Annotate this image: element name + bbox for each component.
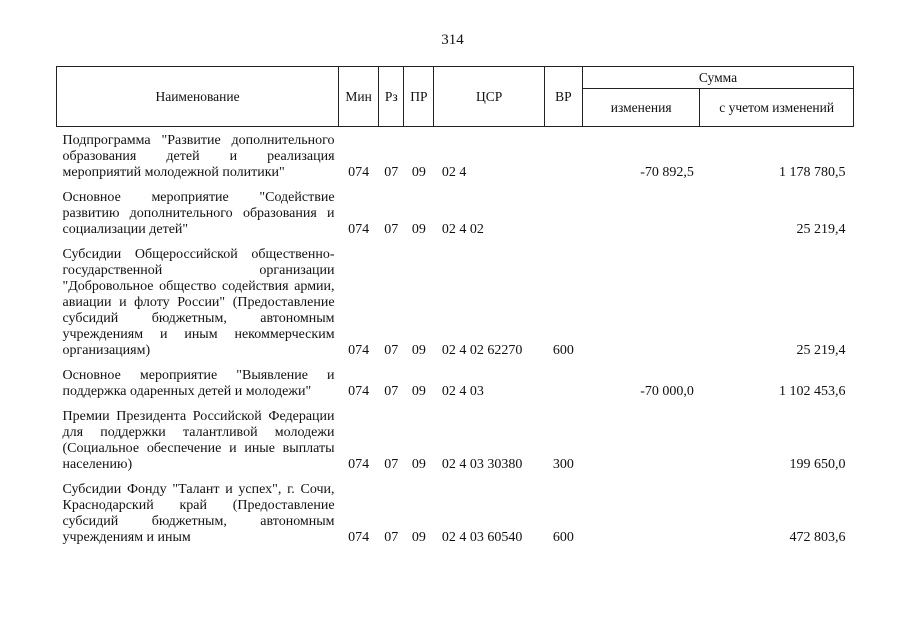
row-change: [582, 181, 699, 238]
row-change: -70 892,5: [640, 165, 694, 180]
row-csr: 02 4 02: [441, 222, 484, 237]
row-name: Основное мероприятие "Содействие развитию дополнительного образования и социализации детей": [62, 190, 335, 237]
row-min: 074: [348, 165, 370, 180]
row-min: 074: [348, 384, 370, 399]
table-row: [57, 238, 854, 359]
row-total: 1 178 780,5: [779, 165, 846, 180]
row-csr: 02 4 03 30380: [441, 457, 523, 472]
row-rz: 07: [384, 165, 399, 180]
row-vr: [544, 359, 582, 400]
row-name: Субсидии Общероссийской общественно-государственной организации "Добровольное общество содействия армии, авиации и флоту России" (Предоставление субсидий бюджетным, автономным учреждениям и иным некоммерческим организациям): [62, 247, 335, 358]
header-changes: изменения: [582, 89, 699, 127]
budget-table: [56, 66, 854, 546]
row-change: [582, 400, 699, 473]
header-with-changes: с учетом изменений: [700, 89, 854, 127]
row-total: 25 219,4: [796, 222, 846, 237]
row-total: 25 219,4: [796, 343, 846, 358]
row-csr: 02 4 03 60540: [441, 530, 523, 545]
row-change: [582, 238, 699, 359]
row-pr: 09: [411, 222, 426, 237]
row-vr: [544, 127, 582, 182]
row-vr: 300: [552, 457, 574, 472]
row-vr: 600: [552, 343, 574, 358]
row-pr: 09: [411, 343, 426, 358]
header-csr: ЦСР: [434, 67, 544, 127]
row-csr: 02 4: [441, 165, 467, 180]
table-body: [57, 127, 854, 547]
row-pr: 09: [411, 457, 426, 472]
header-vr: ВР: [544, 67, 582, 127]
row-min: 074: [348, 222, 370, 237]
row-name: Основное мероприятие "Выявление и поддержка одаренных детей и молодежи": [62, 368, 335, 399]
table-row: [57, 400, 854, 473]
header-min: Мин: [339, 67, 379, 127]
table-row: [57, 127, 854, 182]
row-pr: 09: [411, 530, 426, 545]
row-min: 074: [348, 530, 370, 545]
row-rz: 07: [384, 384, 399, 399]
header-sum: Сумма: [582, 67, 853, 89]
row-rz: 07: [384, 457, 399, 472]
row-vr: [544, 181, 582, 238]
row-name: Субсидии Фонду "Талант и успех", г. Сочи, Краснодарский край (Предоставление субсидий бюджетным, автономным учреждениям и иным: [62, 482, 335, 545]
row-name: Подпрограмма "Развитие дополнительного образования детей и реализация мероприятий молодежной политики": [62, 133, 335, 180]
row-rz: 07: [384, 530, 399, 545]
row-total: 1 102 453,6: [779, 384, 846, 399]
row-rz: 07: [384, 222, 399, 237]
table-row: [57, 359, 854, 400]
row-change: -70 000,0: [640, 384, 694, 399]
row-total: 199 650,0: [789, 457, 846, 472]
row-change: [582, 473, 699, 546]
table-row: [57, 181, 854, 238]
row-rz: 07: [384, 343, 399, 358]
table-row: [57, 473, 854, 546]
row-csr: 02 4 02 62270: [441, 343, 523, 358]
header-rz: Рз: [379, 67, 404, 127]
row-csr: 02 4 03: [441, 384, 484, 399]
row-total: 472 803,6: [789, 530, 846, 545]
header-pr: ПР: [404, 67, 434, 127]
page-number: 314: [441, 32, 464, 48]
row-name: Премии Президента Российской Федерации для поддержки талантливой молодежи (Социальное обеспечение и иные выплаты населению): [62, 409, 335, 472]
table-header: [57, 67, 854, 127]
row-min: 074: [348, 457, 370, 472]
row-min: 074: [348, 343, 370, 358]
header-name: Наименование: [57, 67, 339, 127]
row-pr: 09: [411, 384, 426, 399]
row-vr: 600: [552, 530, 574, 545]
row-pr: 09: [411, 165, 426, 180]
